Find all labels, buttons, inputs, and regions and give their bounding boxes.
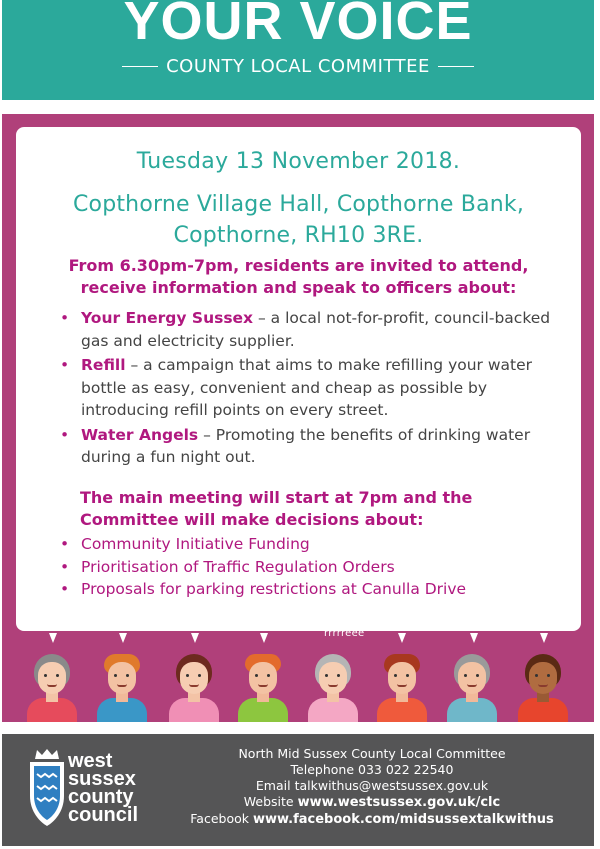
header-title: YOUR VOICE [123,0,473,51]
header-banner [2,0,594,100]
telephone-line: Telephone 033 022 22540 [290,762,454,777]
topic-text: – Promoting the benefits of drinking water during a fun night out. [81,425,531,466]
event-date: Tuesday 13 November 2018. [136,149,461,174]
bullet-icon: • [60,309,70,327]
intro-line: From 6.30pm-7pm, residents are invited to attend, [68,256,529,275]
email-link[interactable]: talkwithus@westsussex.gov.uk [294,778,489,793]
agenda-item: Prioritisation of Traffic Regulation Orders [81,557,395,576]
header-subtitle: COUNTY LOCAL COMMITTEE [166,56,430,77]
bullet-icon: • [60,425,70,444]
person-icon [23,654,81,722]
email-line: Email talkwithus@westsussex.gov.uk [255,778,489,793]
divider [438,66,474,67]
topic-title: Water Angels [81,425,199,444]
venue-line: Copthorne Village Hall, Copthorne Bank, [72,192,525,217]
logo-wordmark: west sussex county council [68,750,139,826]
person-icon [304,654,362,722]
event-panel [2,114,594,722]
bullet-icon: • [60,356,70,374]
telephone-number: 033 022 22540 [358,762,454,777]
person-icon [443,654,501,722]
facebook-line: Facebook www.facebook.com/midsussextalkwithus [190,811,554,827]
agenda-item: Proposals for parking restrictions at Canulla Drive [81,580,467,598]
people-illustration [2,114,594,722]
person-icon [165,654,223,722]
contact-block [162,746,582,828]
facebook-link[interactable]: www.facebook.com/midsussextalkwithus [252,812,554,827]
website-link[interactable]: www.westsussex.gov.uk/clc [297,795,501,810]
venue-line: Copthorne, RH10 3RE. [173,223,424,248]
topic-text: – a campaign that aims to make refilling your water bottle as easy, convenient and cheap as possible by introducing refill points on every street. [81,356,533,419]
header-subtitle-row [2,56,594,77]
topic-title: Your Energy Sussex [81,309,254,327]
bullet-icon: • [60,557,70,576]
committee-name: North Mid Sussex County Local Committee [238,746,506,761]
heading-line: The main meeting will start at 7pm and the [80,488,473,507]
bullet-icon: • [60,580,70,598]
website-line: Website www.westsussex.gov.uk/clc [243,794,501,810]
bullet-icon: • [60,535,70,553]
topic-text: – a local not-for-profit, council-backed gas and electricity supplier. [81,309,551,350]
person-icon [514,654,572,722]
person-icon [93,654,151,722]
heading-line: Committee will make decisions about: [80,510,424,529]
council-logo [28,748,148,834]
topic-title: Refill [81,356,126,374]
speech-caption: rrrrreee [324,628,365,639]
person-icon [234,654,292,722]
intro-line: receive information and speak to officers about: [80,278,517,297]
divider [122,66,158,67]
person-icon [373,654,431,722]
agenda-item: Community Initiative Funding [81,535,310,553]
shield-icon [28,756,66,828]
footer [2,734,594,846]
